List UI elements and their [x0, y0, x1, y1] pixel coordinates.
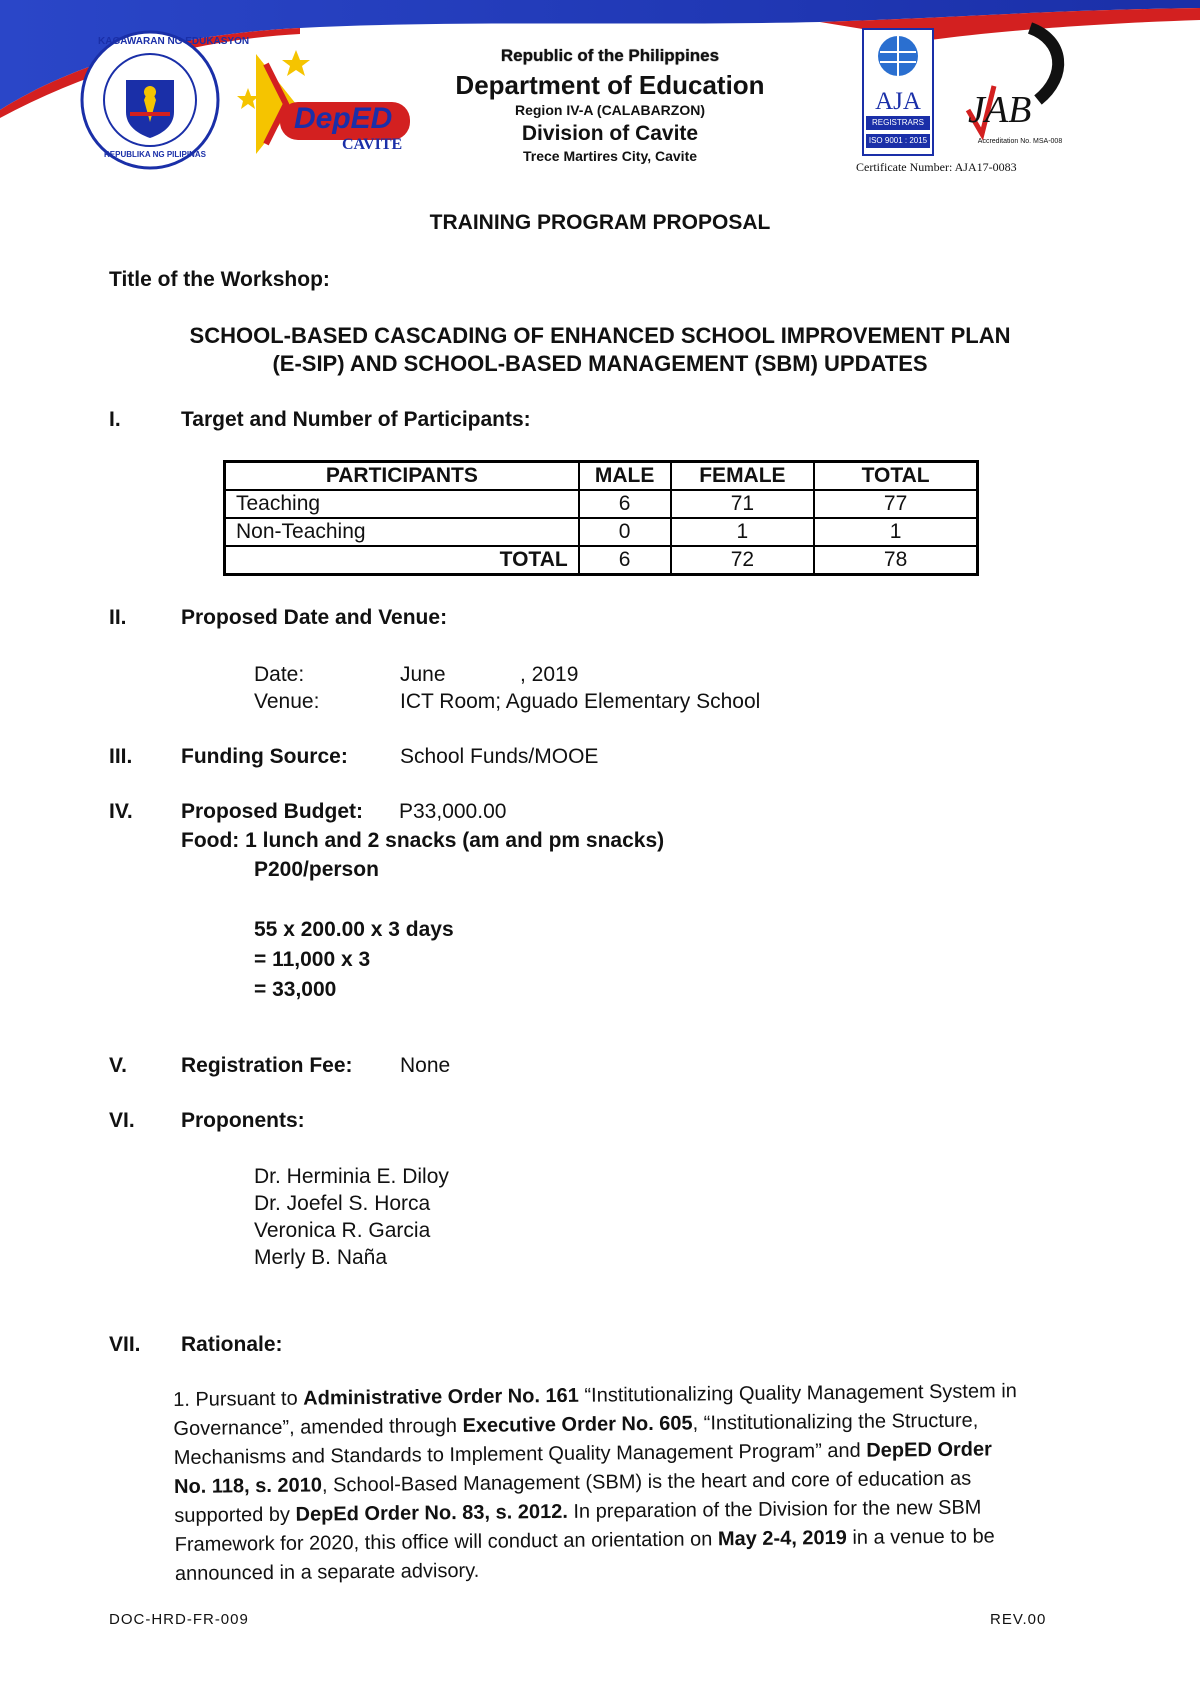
table-cell: 71	[671, 490, 815, 518]
section-number: I.	[109, 408, 121, 431]
rationale-text: , “Institutionalizing the Structure, Mechanisms and Standards to Implement Quality Management Program” and	[173, 1409, 979, 1469]
accreditation-text: Accreditation No. MSA-008	[977, 138, 1063, 145]
proponent-name: Dr. Herminia E. Diloy	[254, 1165, 449, 1188]
iso-text: ISO 9001 : 2015	[868, 136, 928, 145]
section-number: IV.	[109, 800, 133, 823]
table-header-row	[225, 462, 978, 491]
rationale-emphasis: Executive Order No. 605	[462, 1412, 693, 1437]
venue-value: ICT Room; Aguado Elementary School	[400, 690, 761, 713]
aja-logo-text: AJA	[875, 88, 921, 115]
seal-text-bottom: REPUBLIKA NG PILIPINAS	[104, 150, 206, 159]
rationale-paragraph	[173, 1377, 1025, 1589]
date-year: , 2019	[520, 663, 579, 686]
rationale-emphasis: Administrative Order No. 161	[303, 1384, 579, 1410]
workshop-title-line-1: SCHOOL-BASED CASCADING OF ENHANCED SCHOOL IMPROVEMENT PLAN	[189, 323, 1011, 348]
budget-calc-line: = 11,000 x 3	[254, 948, 371, 971]
registration-fee-value: None	[400, 1054, 451, 1077]
section-number: VII.	[109, 1333, 141, 1356]
table-cell: Teaching	[225, 490, 579, 518]
table-cell: 1	[671, 518, 815, 546]
deped-seal-logo	[80, 30, 250, 170]
rationale-number: 1.	[173, 1388, 190, 1411]
section-number: III.	[109, 745, 133, 768]
aja-registrars-text: REGISTRARS	[871, 118, 924, 127]
document-title: TRAINING PROGRAM PROPOSAL	[429, 211, 771, 234]
section-number: II.	[109, 606, 127, 629]
date-label: Date:	[254, 663, 305, 686]
date-month: June	[400, 663, 446, 686]
section-label: Funding Source:	[181, 745, 348, 768]
deped-cavite-text: CAVITE	[342, 136, 403, 153]
table-cell: TOTAL	[225, 546, 579, 575]
proponent-name: Dr. Joefel S. Horca	[254, 1192, 431, 1215]
department-text: Department of Education	[455, 70, 765, 100]
budget-value: P33,000.00	[399, 800, 507, 823]
rationale-text: , School-Based Management (SBM) is the heart and core of education as supported by	[174, 1467, 972, 1527]
region-text: Region IV-A (CALABARZON)	[514, 102, 706, 118]
rationale-text: Pursuant to	[195, 1387, 304, 1411]
workshop-title-line-2: (E-SIP) AND SCHOOL-BASED MANAGEMENT (SBM) UPDATES	[272, 351, 928, 376]
table-cell: 78	[814, 546, 977, 575]
table-header-cell: MALE	[579, 462, 671, 491]
rationale-emphasis: DepEd Order No. 83, s. 2012.	[295, 1500, 569, 1526]
table-header-cell: TOTAL	[814, 462, 977, 491]
table-cell: 0	[579, 518, 671, 546]
table-row	[225, 490, 978, 518]
deped-cavite-logo	[236, 44, 426, 164]
table-cell: 6	[579, 490, 671, 518]
table-cell: 77	[814, 490, 977, 518]
proponent-name: Merly B. Naña	[254, 1246, 388, 1269]
city-text: Trece Martires City, Cavite	[522, 148, 698, 164]
rationale-text: “Institutionalizing Quality Management System in Governance”, amended through	[173, 1380, 1017, 1440]
table-cell: 1	[814, 518, 977, 546]
section-label: Target and Number of Participants:	[181, 408, 531, 431]
republic-text: Republic of the Philippines	[500, 46, 720, 65]
seal-text-top: KAGAWARAN NG EDUKASYON	[98, 36, 250, 47]
rationale-emphasis: May 2-4, 2019	[717, 1526, 847, 1551]
budget-calc-line: 55 x 200.00 x 3 days	[254, 918, 454, 941]
funding-source-value: School Funds/MOOE	[400, 745, 599, 768]
table-cell: Non-Teaching	[225, 518, 579, 546]
table-cell: 72	[671, 546, 815, 575]
rationale-text: In preparation of the Division for the new SBM Framework for 2020, this office will conduct an orientation on	[174, 1496, 982, 1556]
section-label: Registration Fee:	[181, 1054, 353, 1077]
section-label: Proposed Date and Venue:	[181, 606, 448, 629]
participants-table	[223, 460, 979, 576]
rationale-emphasis: DepED Order No. 118, s. 2010	[173, 1438, 992, 1498]
budget-calc-line: = 33,000	[254, 978, 337, 1001]
budget-per-person: P200/person	[254, 858, 379, 881]
table-total-row	[225, 546, 978, 575]
division-text: Division of Cavite	[521, 122, 699, 145]
jab-accreditation-logo	[960, 26, 1070, 160]
section-label: Rationale:	[181, 1333, 283, 1356]
proponent-name: Veronica R. Garcia	[254, 1219, 431, 1242]
table-header-cell: FEMALE	[671, 462, 815, 491]
aja-registrars-logo	[862, 28, 934, 156]
section-number: V.	[109, 1054, 127, 1077]
table-row	[225, 518, 978, 546]
rationale-text: in a venue to be announced in a separate advisory.	[174, 1525, 995, 1585]
venue-label: Venue:	[254, 690, 320, 713]
revision-number: REV.00	[990, 1611, 1047, 1628]
section-number: VI.	[109, 1109, 135, 1132]
budget-food: Food: 1 lunch and 2 snacks (am and pm snacks)	[181, 829, 665, 852]
certificate-number: Certificate Number: AJA17-0083	[856, 160, 1017, 174]
section-label: Proposed Budget:	[181, 800, 363, 823]
section-label: Proponents:	[181, 1109, 305, 1132]
jab-logo-text: JAB	[968, 89, 1032, 131]
deped-logo-text: DepED	[294, 102, 393, 135]
document-code: DOC-HRD-FR-009	[109, 1611, 249, 1628]
table-header-cell: PARTICIPANTS	[225, 462, 579, 491]
table-cell: 6	[579, 546, 671, 575]
workshop-label: Title of the Workshop:	[109, 268, 330, 291]
